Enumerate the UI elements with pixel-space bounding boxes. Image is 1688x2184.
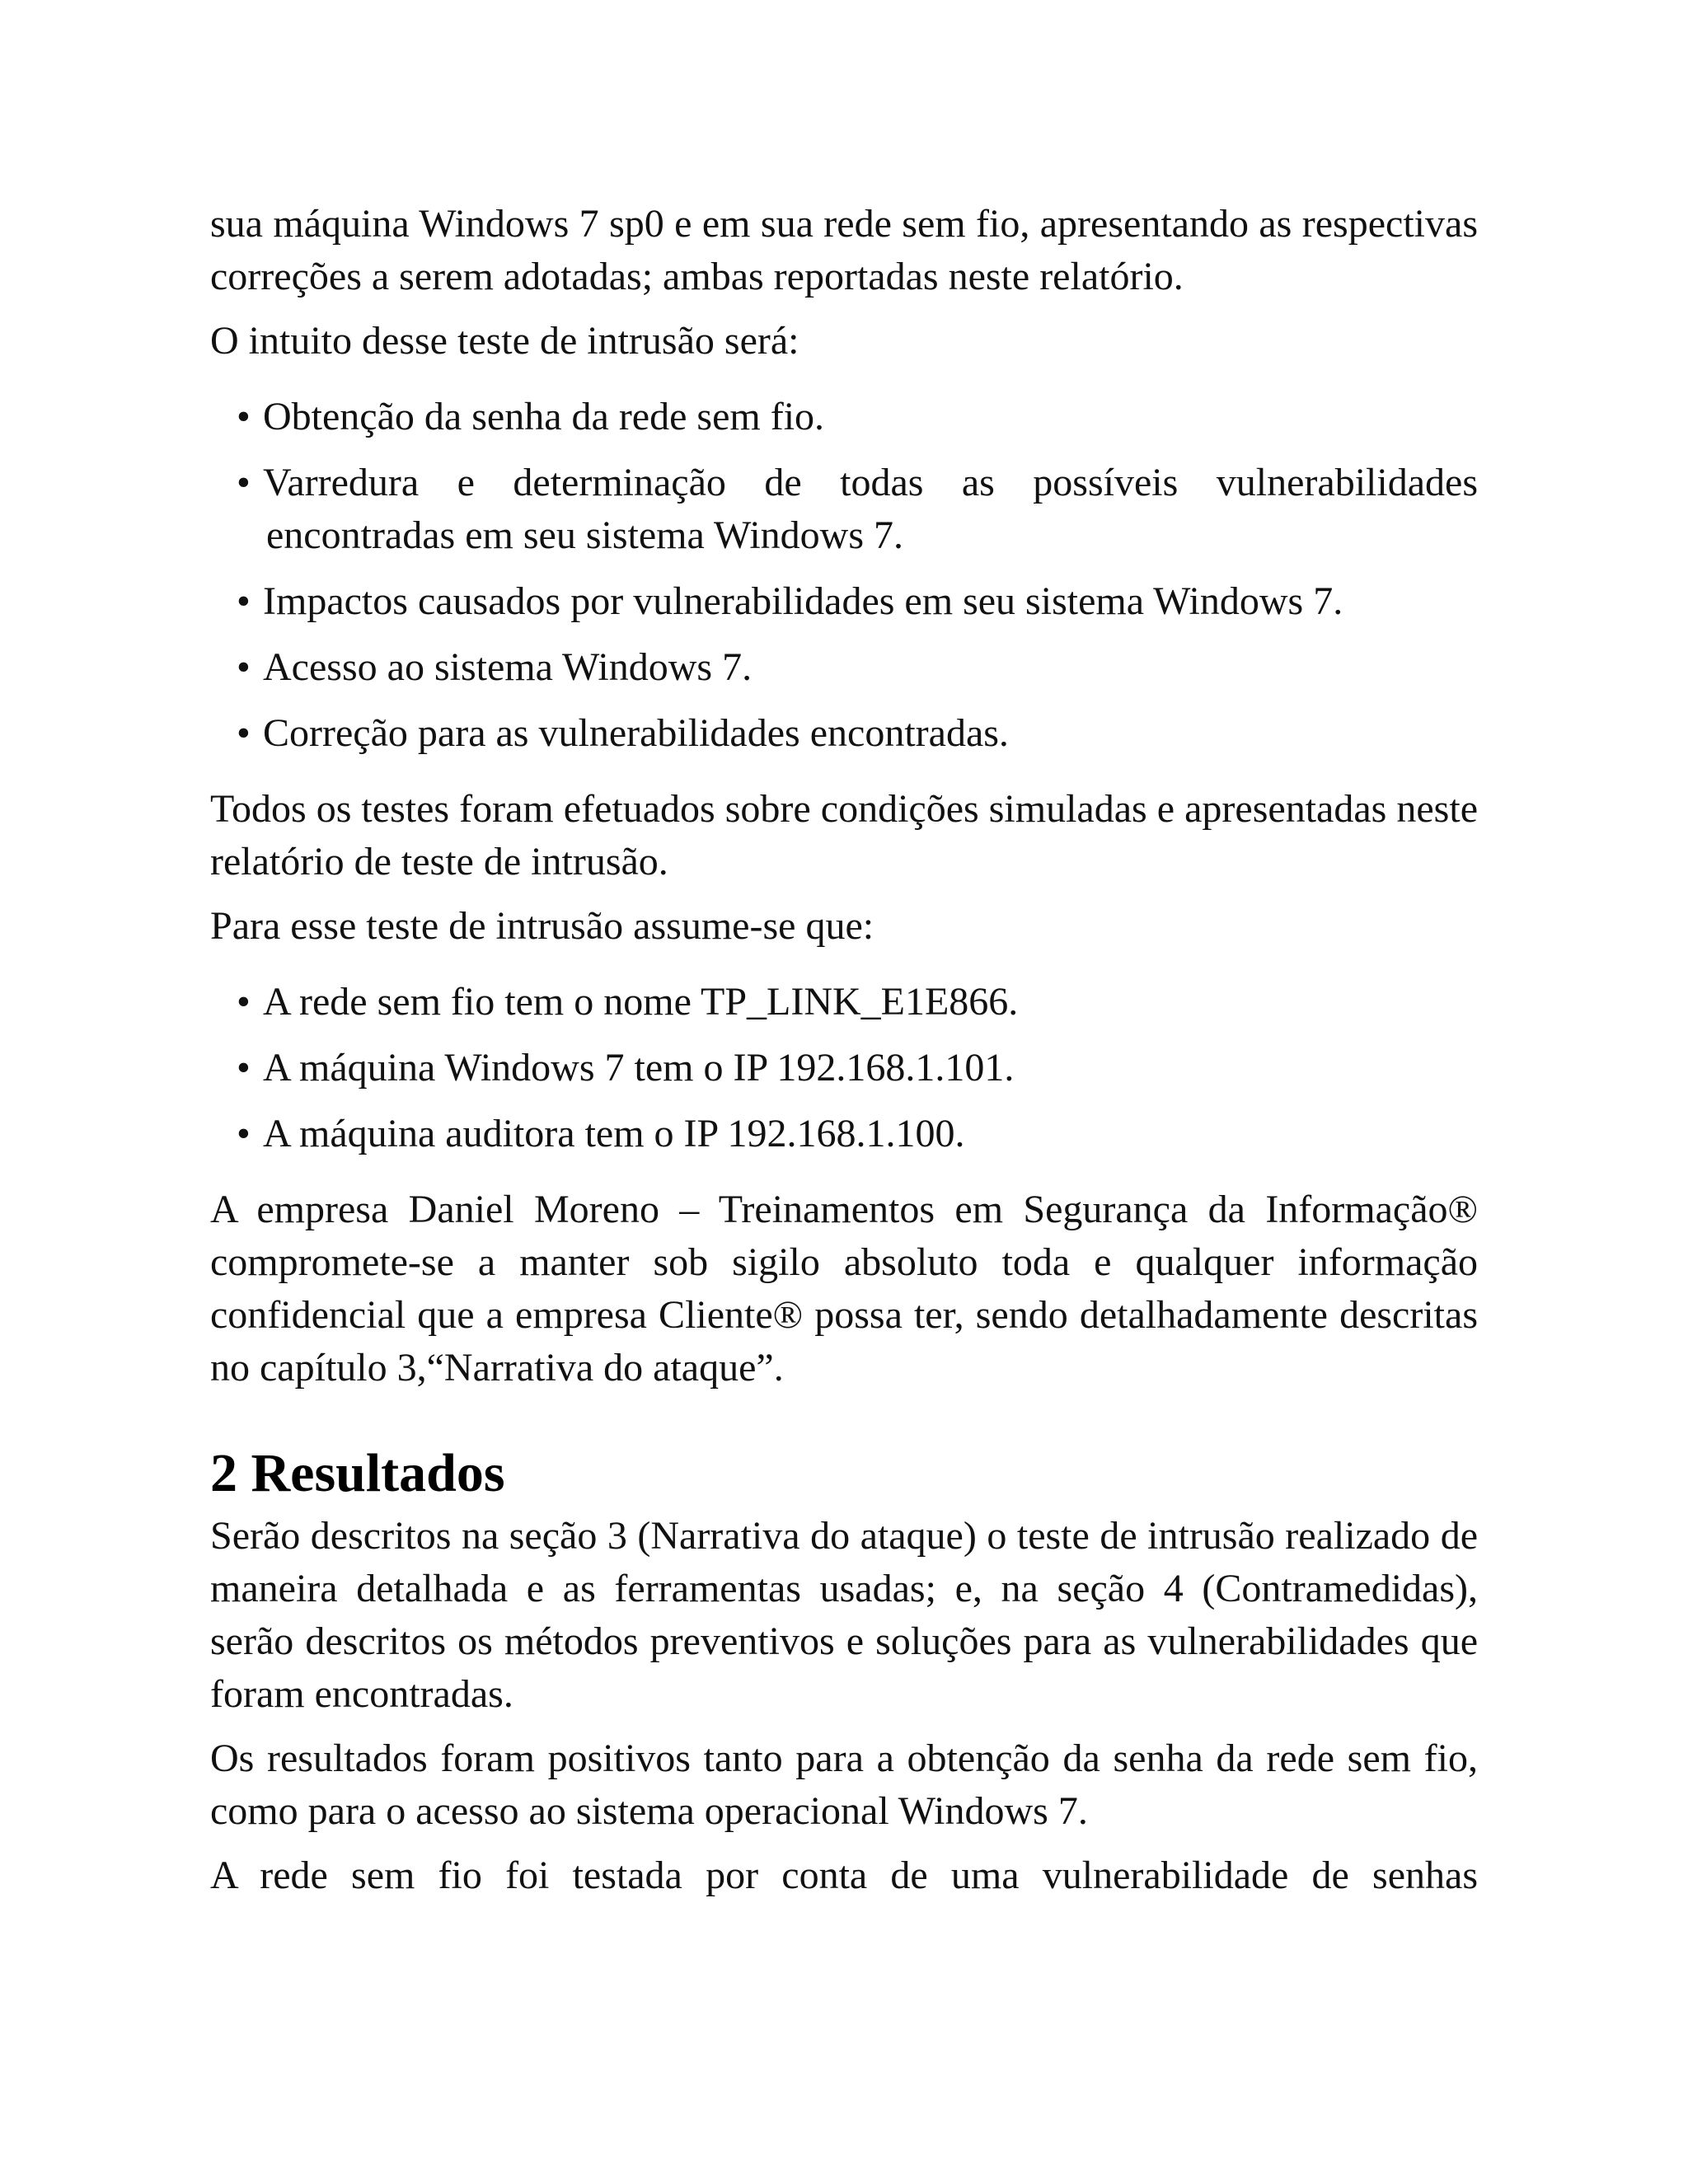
results-paragraph-sections: Serão descritos na seção 3 (Narrativa do ataque) o teste de intrusão realizado de maneira detalhada e as ferramentas usadas; e, na seção 4 (Contramedidas), serão descritos os métodos preventivos e soluções para as vulnerabilidades que foram encontradas.: [210, 1514, 1478, 1716]
list-item: • A rede sem fio tem o nome TP_LINK_E1E866.: [237, 976, 1478, 1029]
bullet-icon: •: [237, 579, 251, 623]
results-paragraph-wireless: A rede sem fio foi testada por conta de uma vulnerabilidade de senhas: [210, 1854, 1478, 1897]
bullet-icon: •: [237, 1112, 251, 1155]
simulated-conditions-paragraph: Todos os testes foram efetuados sobre condições simuladas e apresentadas neste relatório de teste de intrusão.: [210, 787, 1478, 883]
assumptions-list: [210, 976, 1478, 1160]
intro-paragraph-continuation: sua máquina Windows 7 sp0 e em sua rede sem fio, apresentando as respectivas correções a serem adotadas; ambas reportadas neste relatório.: [210, 202, 1478, 298]
bullet-icon: •: [237, 395, 251, 438]
list-item: • Obtenção da senha da rede sem fio.: [237, 391, 1478, 443]
bullet-icon: •: [237, 1046, 251, 1090]
intrusion-goal-intro: O intuito desse teste de intrusão será:: [210, 319, 799, 363]
list-item: • Acesso ao sistema Windows 7.: [237, 641, 1478, 694]
bullet-icon: •: [237, 711, 251, 755]
goals-list: [210, 391, 1478, 760]
bullet-icon: •: [237, 461, 251, 504]
list-item: • Varredura e determinação de todas as possíveis vulnerabilidades encontradas em seu sistema Windows 7.: [237, 457, 1478, 562]
list-item: • Correção para as vulnerabilidades encontradas.: [237, 707, 1478, 760]
list-item: • A máquina auditora tem o IP 192.168.1.100.: [237, 1108, 1478, 1160]
bullet-icon: •: [237, 645, 251, 689]
document-page: [210, 198, 1478, 1914]
section-heading-results: 2 Resultados: [210, 1443, 505, 1503]
confidentiality-paragraph: A empresa Daniel Moreno – Treinamentos em Segurança da Informação® compromete-se a manter sob sigilo absoluto toda e qualquer informação confidencial que a empresa Cliente® possa ter, sendo detalhadamente descritas no capítulo 3,“Narrativa do ataque”.: [210, 1188, 1478, 1390]
list-item: • A máquina Windows 7 tem o IP 192.168.1.101.: [237, 1042, 1478, 1094]
results-paragraph-outcome: Os resultados foram positivos tanto para a obtenção da senha da rede sem fio, como para o acesso ao sistema operacional Windows 7.: [210, 1736, 1478, 1833]
list-item: • Impactos causados por vulnerabilidades em seu sistema Windows 7.: [237, 575, 1478, 628]
bullet-icon: •: [237, 980, 251, 1024]
assumptions-intro: Para esse teste de intrusão assume-se que:: [210, 904, 874, 948]
